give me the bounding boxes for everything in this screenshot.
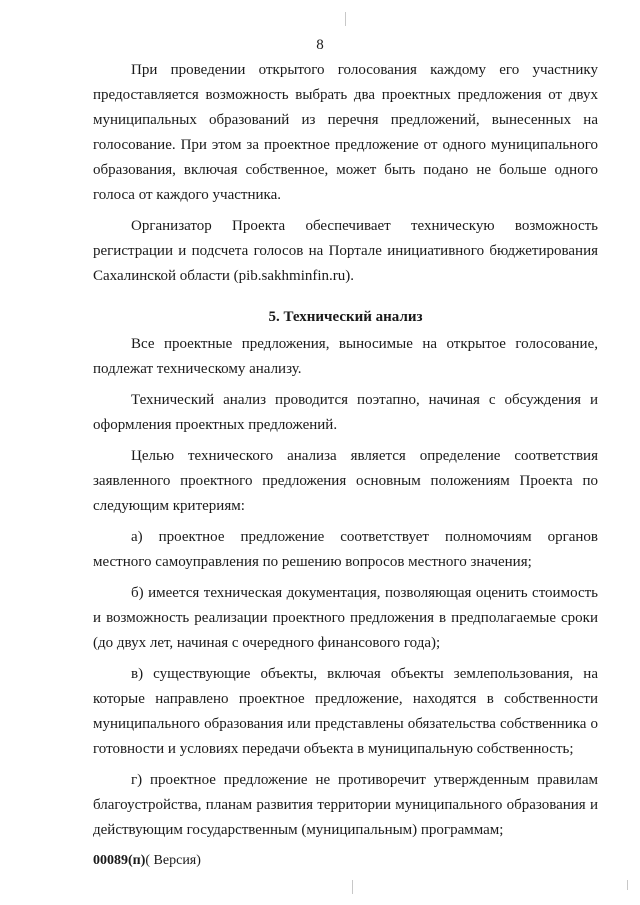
scan-mark-top <box>345 12 346 26</box>
criterion-b: б) имеется техническая документация, позволяющая оценить стоимость и возможность реализации проектного предложения в предполагаемые сроки (до двух лет, начиная с очередного финансового года); <box>93 585 598 651</box>
document-body <box>93 58 598 843</box>
footer <box>93 853 201 869</box>
scan-mark-bottom <box>352 880 353 894</box>
page-number: 8 <box>316 37 324 53</box>
paragraph-analysis-scope: Все проектные предложения, выносимые на открытое голосование, подлежат техническому анализу. <box>93 336 598 377</box>
scan-mark-right <box>627 880 628 890</box>
criterion-d: г) проектное предложение не противоречит утвержденным правилам благоустройства, планам развития территории муниципального образования и действующим государственным (муниципальным) программам; <box>93 772 598 838</box>
criterion-a: а) проектное предложение соответствует полномочиям органов местного самоуправления по решению вопросов местного значения; <box>93 529 598 570</box>
criterion-c: в) существующие объекты, включая объекты землепользования, на которые направлено проектное предложение, находятся в собственности муниципального образования или представлены обязательства собственника о готовности и условиях передачи объекта в муниципальную собственность; <box>93 666 598 757</box>
paragraph-analysis-goal: Целью технического анализа является определение соответствия заявленного проектного предложения основным положениям Проекта по следующим критериям: <box>93 448 598 514</box>
section-heading: 5. Технический анализ <box>268 309 423 325</box>
paragraph-organizer: Организатор Проекта обеспечивает техническую возможность регистрации и подсчета голосов на Портале инициативного бюджетирования Сахалинской области (pib.sakhminfin.ru). <box>93 218 598 284</box>
footer-version: ( Версия) <box>145 853 201 868</box>
paragraph-analysis-stages: Технический анализ проводится поэтапно, начиная с обсуждения и оформления проектных предложений. <box>93 392 598 433</box>
paragraph-voting: При проведении открытого голосования каждому его участнику предоставляется возможность выбрать два проектных предложения от двух муниципальных образований из перечня предложений, вынесенных на голосование. При этом за проектное предложение от одного муниципального образования, включая собственное, может быть подано не больше одного голоса от каждого участника. <box>93 62 598 203</box>
footer-code: 00089(п) <box>93 853 146 868</box>
